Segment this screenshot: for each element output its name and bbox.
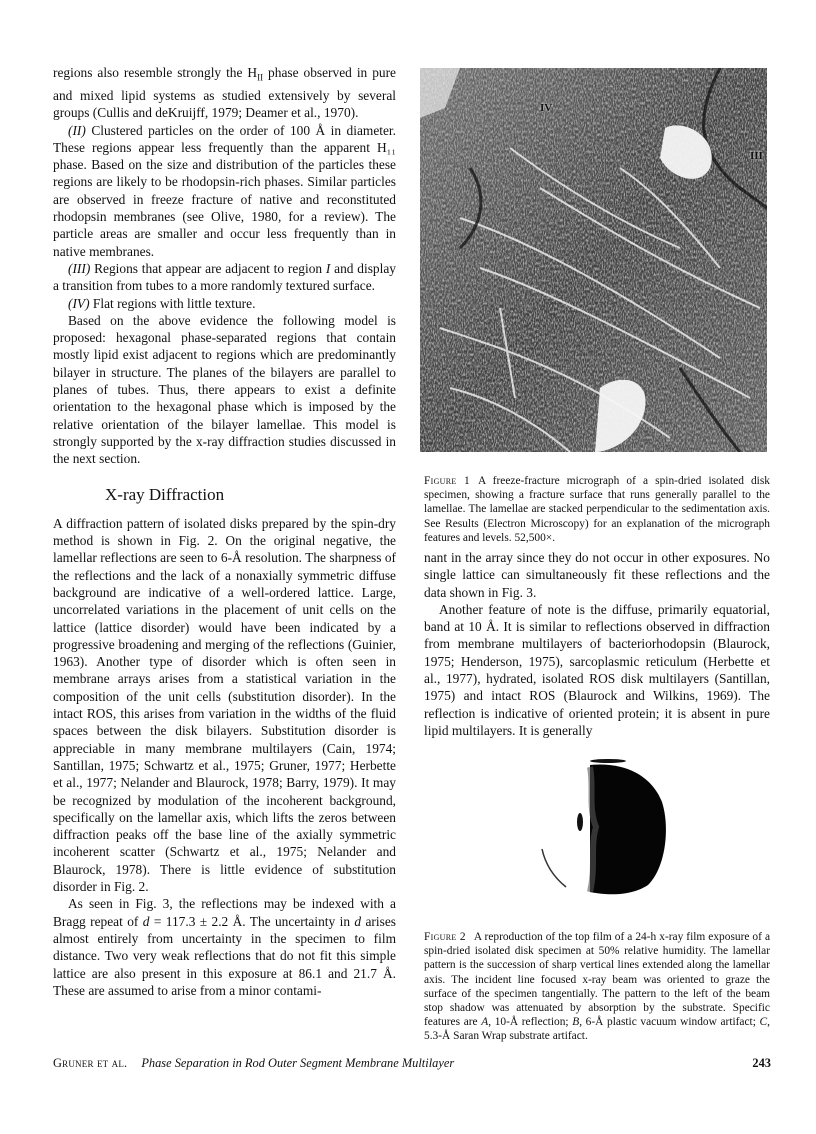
beam-stop-edge <box>577 813 583 831</box>
micrograph-label-iv: IV <box>540 102 553 114</box>
reflection-top <box>590 759 626 763</box>
micrograph-image <box>420 68 767 452</box>
left-column <box>53 64 396 999</box>
region-label-iii: (III) <box>68 260 91 276</box>
figure-1-micrograph <box>420 68 767 452</box>
paragraph-region-ii: (II) Clustered particles on the order of 100 Å in diameter. These regions appear less frequently than the apparent H₁₁ phase. Based on the size and distribution of the particles these regions are likely to be rhodopsin-rich phases. Similar particles are observed in freeze fracture of native and reconstituted rhodopsin membranes (see Olive, 1980, for a review). The particle areas are smaller and occur less frequently than in native membranes. <box>53 122 396 259</box>
micrograph-label-iii: III <box>750 150 763 162</box>
diffraction-film <box>530 757 680 897</box>
paragraph-region-iv: (IV) Flat regions with little texture. <box>68 295 256 311</box>
running-title: Phase Separation in Rod Outer Segment Membrane Multilayer <box>141 1056 455 1070</box>
figure-2-label: Figure 2 <box>424 931 466 943</box>
right-column-text <box>424 549 770 739</box>
paragraph-bragg-repeat: As seen in Fig. 3, the reflections may be indexed with a Bragg repeat of d = 117.3 ± 2.2 Å. The uncertainty in d arises almost entirely from uncertainty in the specimen to film distance. Two very weak reflections that do not fit this simple lattice are also present in this exposure at 86.1 and 21.7 Å. These are assumed to arise from a minor contami- <box>53 896 396 998</box>
page-number: 243 <box>752 1056 771 1070</box>
paragraph-model: Based on the above evidence the following model is proposed: hexagonal phase-separated regions that contain mostly lipid exist adjacent to regions which are predominantly bilayer in structure. The planes of the bilayers are parallel to planes of tubes. Thus, there appears to exist a definite orientation to the hexagonal phase which is imposed by the relative orientation of the bilayer lamellae. This model is strongly supported by the x-ray diffraction studies discussed in the next section. <box>53 312 396 467</box>
paragraph-region-iii: (III) Regions that appear are adjacent to region I and display a transition from tubes to a more randomly textured surface. <box>53 260 396 294</box>
region-label-iv: (IV) <box>68 295 90 311</box>
paragraph-diffraction-pattern: A diffraction pattern of isolated disks prepared by the spin-dry method is shown in Fig. 2. On the original negative, the lamellar reflections are seen to 6-Å resolution. The sharpness of the reflections and the lack of a nonaxially symmetric diffuse background are indicative of a well-ordered lattice. Large, uncorrelated variations in the placement of unit cells on the lattice (lattice disorder) would have been indicated by a progressive broadening and merging of the reflections (Guinier, 1963). Another type of disorder which is often seen in membrane arrays arises from a statistical variation in the composition of the unit cells (substitution disorder). In the intact ROS, this arises from variation in the widths of the fluid spaces between the disk bilayers. Substitution disorder is appreciable in many membrane multilayers (Cain, 1974; Santillan, 1975; Schwartz et al., 1975; Gruner, 1977; Herbette et al., 1977; Nelander and Blaurock, 1978; Barry, 1979). It may be recognized by modulation of the incoherent background, specifically on the lamellar axis, which lifts the zeros between diffraction peaks off the base line of the axially symmetric incoherent scatter (Schwartz et al., 1975; Nelander and Blaurock, 1978). There is little evidence of substitution disorder in Fig. 2. <box>53 515 396 895</box>
page-footer <box>53 1056 771 1071</box>
figure-2-diffraction-image <box>530 757 680 897</box>
substrate-artifact-arc <box>542 849 566 887</box>
region-label-ii: (II) <box>68 122 86 138</box>
section-heading-xray: X-ray Diffraction <box>105 484 225 504</box>
paragraph-contaminant: nant in the array since they do not occur in other exposures. No single lattice can simultaneously fit these reflections and the data shown in Fig. 3. <box>424 550 770 600</box>
figure-2-caption: Figure 2 A reproduction of the top film of a 24-h x-ray film exposure of a spin-dried isolated disk specimen at 50% relative humidity. The lamellar pattern is the succession of sharp vertical lines extended along the lamellar axis. The incident line focused x-ray beam was oriented to graze the surface of the specimen tangentially. The pattern to the left of the beam stop shadow was attenuated by absorption by the substrate. Specific features are A, 10-Å reflection; B, 6-Å plastic vacuum window artifact; C, 5.3-Å Saran Wrap substrate artifact. <box>424 931 770 1043</box>
paragraph-hii-phase: regions also resemble strongly the $H_{II}$ phase observed in pure and mixed lipid systems as studied extensively by several groups (Cullis and deKruijff, 1979; Deamer et al., 1970). <box>53 65 396 121</box>
running-authors: Gruner et al. <box>53 1056 128 1070</box>
figure-1-label: Figure 1 <box>424 475 470 487</box>
figure-1-caption: Figure 1 A freeze-fracture micrograph of a spin-dried isolated disk specimen, showing a fracture surface that runs generally parallel to the lamellae. The lamellae are stacked perpendicular to the sedimentation axis. See Results (Electron Microscopy) for an explanation of the micrograph features and levels. 52,500×. <box>424 475 770 544</box>
paragraph-diffuse-band: Another feature of note is the diffuse, primarily equatorial, band at 10 Å. It is similar to reflections observed in diffraction from membrane multilayers of bacteriorhodopsin (Blaurock, 1975; Henderson, 1975), sarcoplasmic reticulum (Herbette et al., 1977), hydrated, isolated ROS disk multilayers (Santillan, 1975) and intact ROS (Blaurock and Wilkins, 1969). The reflection is indicative of oriented protein; it is absent in pure lipid multilayers. It is generally <box>424 601 770 738</box>
